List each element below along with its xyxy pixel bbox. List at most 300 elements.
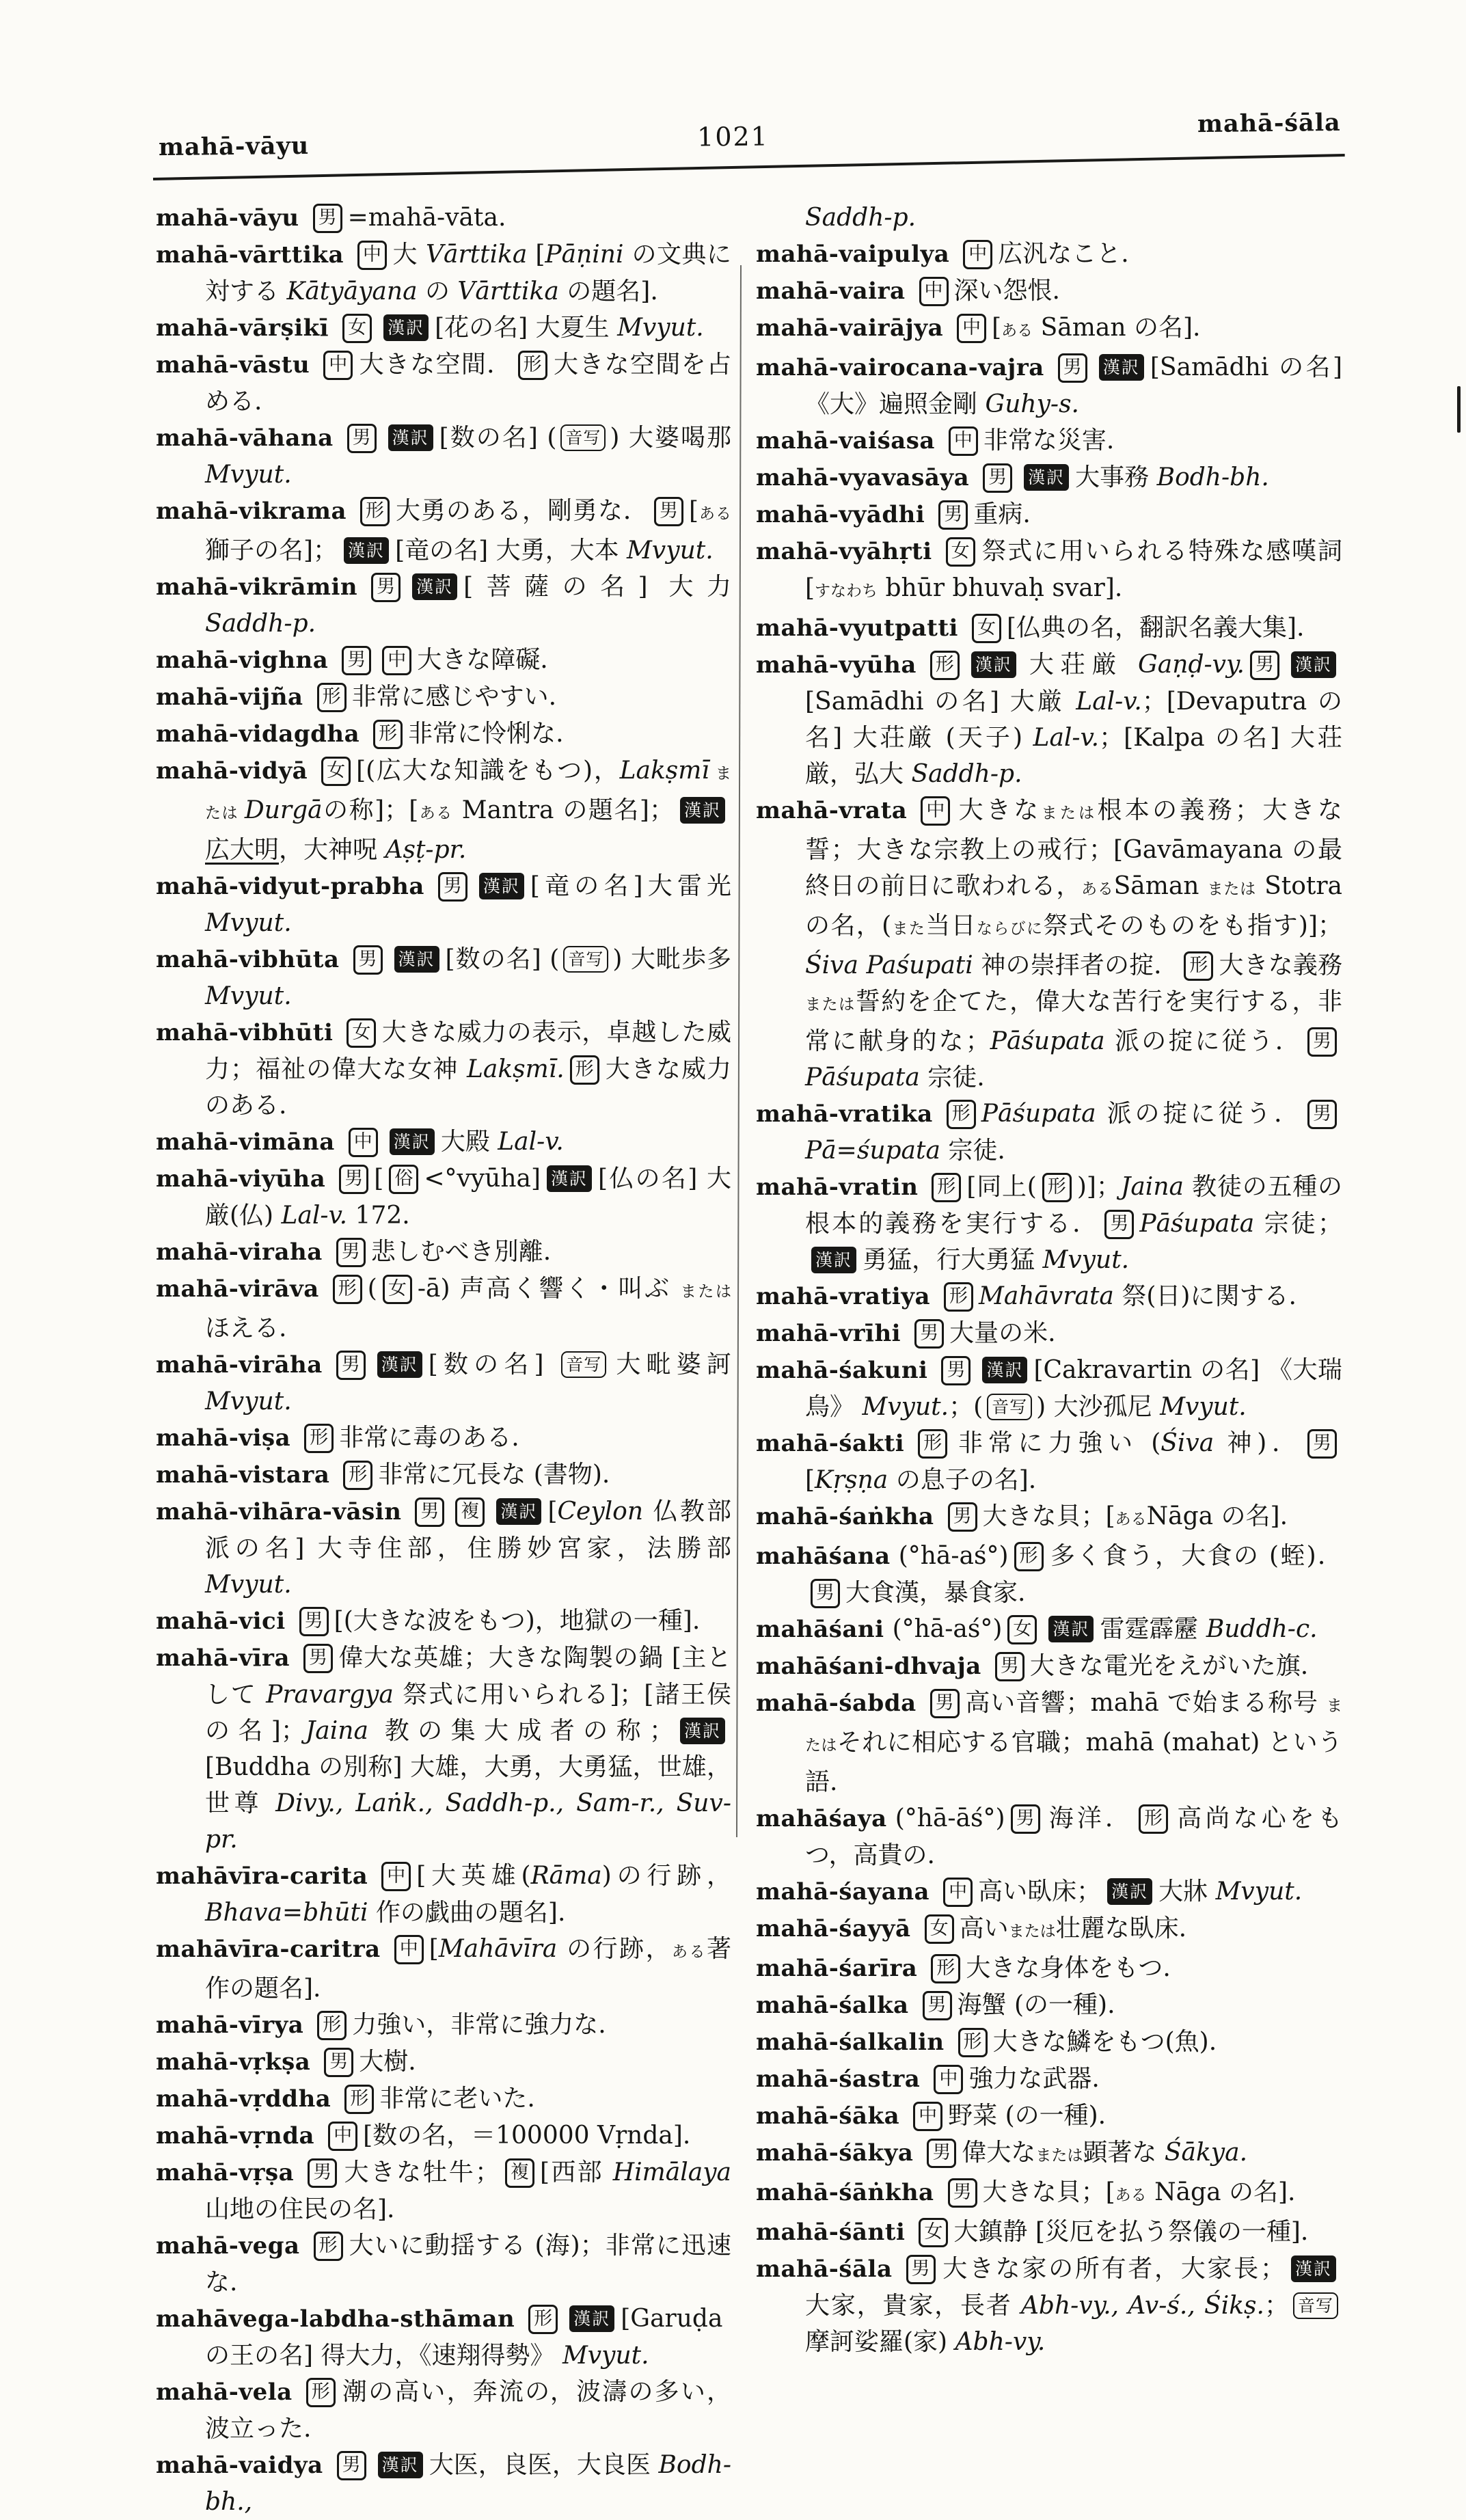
entry-headword: mahā-śakuni bbox=[756, 1357, 928, 1384]
definition-text: の bbox=[417, 277, 458, 306]
grammar-marker-box: 中 bbox=[943, 1878, 973, 1907]
entry-headword: mahā-śabda bbox=[756, 1690, 917, 1717]
dictionary-entry bbox=[156, 2154, 731, 2227]
reference-abbrev: Mvyut. bbox=[205, 1387, 292, 1415]
dictionary-entry bbox=[156, 1271, 731, 1346]
kanyaku-translation-badge: 漢訳 bbox=[412, 573, 457, 600]
entry-headword: mahā-śakti bbox=[756, 1430, 905, 1457]
definition-text: 高い臥床； bbox=[978, 1878, 1102, 1906]
small-kana-note: ある bbox=[1115, 1510, 1147, 1528]
reference-abbrev: Durgā bbox=[244, 796, 323, 824]
entry-headword: mahā-śalkalin bbox=[756, 2029, 945, 2056]
entry-headword: mahā-vaidya bbox=[156, 2452, 323, 2479]
definition-text: 大医，良医，大良医 bbox=[429, 2451, 659, 2479]
grammar-marker-box: 男 bbox=[1307, 1429, 1337, 1459]
reference-abbrev: Kṛṣṇa bbox=[815, 1466, 888, 1494]
definition-text: 教の集大成者の称； bbox=[368, 1717, 674, 1745]
kanyaku-translation-badge: 漢訳 bbox=[1099, 354, 1144, 381]
definition-text: ；( bbox=[949, 1393, 983, 1421]
grammar-marker-box: 中 bbox=[957, 314, 986, 343]
reference-abbrev: Pāśupata bbox=[981, 1100, 1096, 1128]
dictionary-entry bbox=[156, 1603, 731, 1640]
reference-abbrev: Jaina bbox=[1120, 1173, 1184, 1201]
definition-text: 大牀 bbox=[1158, 1878, 1216, 1906]
dictionary-entry bbox=[156, 2044, 731, 2081]
entry-headword: mahā-vaipulya bbox=[756, 241, 950, 268]
grammar-marker-box: 男 bbox=[339, 1165, 368, 1194]
grammar-marker-box: 男 bbox=[347, 424, 377, 453]
dictionary-entry bbox=[756, 2024, 1342, 2061]
definition-text: 雷霆霹靂 bbox=[1100, 1615, 1206, 1643]
entry-headword: mahāśani bbox=[756, 1616, 884, 1643]
grammar-marker-box: 中 bbox=[921, 796, 950, 826]
small-kana-note: ある bbox=[1001, 322, 1033, 340]
definition-text: 大きな威力の表示，卓越した威力；福祉の偉大な女神 bbox=[205, 1018, 731, 1083]
definition-text: 大食漢，暴食家. bbox=[845, 1579, 1026, 1607]
definition-text: ) 大沙孤尼 bbox=[1036, 1393, 1160, 1421]
entry-headword: mahā-virāha bbox=[156, 1351, 323, 1379]
dictionary-entry bbox=[756, 792, 1342, 1096]
grammar-marker-box: 男 bbox=[914, 1319, 944, 1349]
dictionary-entry bbox=[756, 1685, 1342, 1800]
definition-text: 当日 bbox=[925, 912, 977, 940]
kanyaku-translation-badge: 漢訳 bbox=[680, 1718, 725, 1744]
grammar-marker-box: 男 bbox=[313, 204, 342, 233]
dictionary-entry bbox=[756, 236, 1342, 273]
definition-text: 多く食う，大食の (蛭)． bbox=[1048, 1542, 1342, 1570]
dictionary-entry bbox=[156, 2081, 731, 2117]
grammar-marker-box: 形 bbox=[306, 2378, 336, 2407]
definition-text: 山地の住民の名]. bbox=[205, 2195, 395, 2223]
entry-headword: mahā-vīra bbox=[156, 1644, 290, 1672]
definition-text: 非常な災害. bbox=[983, 426, 1115, 455]
dictionary-entry bbox=[756, 1315, 1342, 1352]
grammar-marker-box: 形 bbox=[360, 497, 390, 526]
definition-text: Mantra の題名]； bbox=[452, 796, 674, 824]
reference-abbrev: Śākya. bbox=[1164, 2139, 1248, 2167]
dictionary-entry bbox=[756, 1987, 1342, 2024]
grammar-marker-box: 男 bbox=[983, 463, 1012, 493]
grammar-marker-box: 男 bbox=[1307, 1100, 1337, 1129]
grammar-marker-box: 男 bbox=[1011, 1804, 1040, 1834]
definition-text: 大 bbox=[392, 241, 426, 269]
grammar-marker-box: 男 bbox=[342, 646, 371, 675]
grammar-marker-box: 形 bbox=[343, 1461, 372, 1490]
grammar-marker-box: 中 bbox=[323, 351, 353, 380]
reference-abbrev: Lal-v. bbox=[498, 1128, 564, 1156]
entry-headword: mahā-vyūha bbox=[756, 651, 917, 679]
definition-text: 海洋． bbox=[1045, 1804, 1134, 1832]
entry-headword: mahā-vairājya bbox=[756, 314, 944, 342]
definition-text: ，大神呪 bbox=[279, 836, 385, 864]
grammar-marker-box: 女 bbox=[347, 1018, 376, 1048]
roman-text: =mahā-vāta. bbox=[347, 204, 506, 232]
kanyaku-translation-badge: 漢訳 bbox=[1291, 651, 1336, 678]
dictionary-entry bbox=[756, 2214, 1342, 2251]
kanyaku-translation-badge: 漢訳 bbox=[378, 2452, 423, 2478]
definition-text: 大殿 bbox=[440, 1128, 498, 1156]
entry-headword: mahāvīra-caritra bbox=[156, 1936, 381, 1963]
definition-text: の文典に対する bbox=[205, 241, 731, 306]
entry-headword: mahā-vikrāmin bbox=[156, 573, 358, 601]
grammar-marker-box: 男 bbox=[336, 1351, 366, 1380]
grammar-marker-box: 男 bbox=[930, 1689, 960, 1718]
grammar-marker-box: 形 bbox=[1042, 1173, 1072, 1202]
definition-text: 神)． bbox=[1214, 1429, 1302, 1457]
dictionary-entry bbox=[756, 1498, 1342, 1538]
small-kana-note: ある bbox=[418, 804, 453, 822]
grammar-marker-box: 形 bbox=[947, 1100, 976, 1129]
running-head-left: mahā-vāyu bbox=[158, 131, 310, 162]
definition-text: 大きな牡牛； bbox=[342, 2158, 500, 2186]
onsha-transliteration-badge: 音写 bbox=[561, 1351, 606, 1378]
grammar-marker-box: 男 bbox=[927, 2139, 956, 2168]
definition-text: 大量の米. bbox=[949, 1319, 1056, 1347]
definition-text: 著作の題名]. bbox=[205, 1935, 731, 2003]
reference-abbrev: Mvyut. bbox=[1215, 1878, 1303, 1906]
entry-headword: mahā-śayyā bbox=[756, 1915, 911, 1942]
grammar-marker-box: 形 bbox=[317, 2011, 347, 2040]
definition-text: 作の戯曲の題名]. bbox=[368, 1899, 566, 1927]
dictionary-entry bbox=[156, 642, 731, 679]
grammar-marker-box: 複 bbox=[505, 2158, 534, 2188]
dictionary-entry bbox=[156, 1931, 731, 2007]
grammar-marker-box: 女 bbox=[946, 537, 975, 567]
reference-abbrev: Abh-vy. bbox=[955, 2328, 1046, 2356]
entry-headword: mahā-vistara bbox=[156, 1461, 330, 1489]
column-divider-line bbox=[736, 265, 742, 1837]
definition-text: 勇猛，行大勇猛 bbox=[863, 1246, 1043, 1274]
entry-headword: mahā-vidyut-prabha bbox=[156, 873, 424, 900]
dictionary-entry bbox=[156, 1124, 731, 1161]
running-head-right: mahā-śāla bbox=[1197, 108, 1342, 139]
definition-text: bhūr bhuvaḥ svar]. bbox=[878, 574, 1123, 602]
dictionary-entry bbox=[156, 679, 731, 716]
entry-headword: mahā-vela bbox=[156, 2379, 293, 2406]
grammar-marker-box: 形 bbox=[944, 1282, 973, 1312]
definition-text: ； bbox=[1264, 2292, 1289, 2320]
entry-headword: mahā-virāva bbox=[156, 1275, 319, 1303]
reference-abbrev: Lal-v. bbox=[281, 1202, 348, 1230]
grammar-marker-box: 俗 bbox=[389, 1165, 418, 1194]
definition-text: 力強い，非常に強力な. bbox=[352, 2011, 606, 2039]
kanyaku-translation-badge: 漢訳 bbox=[1291, 2255, 1336, 2282]
grammar-marker-box: 女 bbox=[919, 2218, 948, 2247]
definition-text: 祭式に用いられる]；[諸王侯の名]； bbox=[205, 1681, 731, 1745]
reference-abbrev: Pāśupata bbox=[1139, 1210, 1255, 1238]
dictionary-entry bbox=[156, 753, 731, 868]
entry-headword: mahā-vāhana bbox=[156, 424, 334, 452]
kanyaku-translation-badge: 漢訳 bbox=[388, 424, 433, 451]
definition-text: [竜の名] 大勇，大本 bbox=[395, 537, 627, 565]
kanyaku-translation-badge: 漢訳 bbox=[1048, 1616, 1094, 1642]
entry-headword: mahāvīra-carita bbox=[156, 1862, 368, 1890]
entry-headword: mahā-vici bbox=[156, 1608, 286, 1635]
kanyaku-translation-badge: 漢訳 bbox=[344, 537, 389, 564]
grammar-marker-box: 男 bbox=[353, 945, 383, 975]
definition-text: の称]；[ bbox=[322, 796, 419, 824]
definition-text: 大鎮静 [災厄を払う祭儀の一種]. bbox=[953, 2218, 1309, 2246]
entry-headword: mahā-vikrama bbox=[156, 498, 347, 525]
entry-headword: mahā-vārṣikī bbox=[156, 314, 329, 342]
entry-headword: mahā-vyutpatti bbox=[756, 614, 958, 642]
entry-headword: mahā-vimāna bbox=[156, 1128, 335, 1156]
dictionary-entry bbox=[756, 1538, 1342, 1611]
definition-text: 高尚な心をもつ，高貴の. bbox=[805, 1804, 1342, 1869]
small-kana-note: または bbox=[1035, 2147, 1083, 2165]
definition-text: 非常に怜悧な. bbox=[408, 720, 564, 748]
dictionary-entry bbox=[756, 459, 1342, 496]
definition-text: ) 大毗歩多 bbox=[612, 945, 731, 973]
definition-text: [花の名] 大夏生 bbox=[435, 314, 618, 342]
reference-abbrev: Ceylon bbox=[557, 1498, 644, 1526]
definition-text: 大きな bbox=[955, 796, 1042, 824]
definition-text: [ bbox=[374, 1165, 384, 1193]
grammar-marker-box: 女 bbox=[342, 314, 372, 343]
grammar-marker-box: 男 bbox=[948, 1502, 977, 1532]
dictionary-entry bbox=[156, 1420, 731, 1457]
reference-abbrev: Lal-v. bbox=[1076, 688, 1142, 716]
grammar-marker-box: 男 bbox=[923, 1991, 952, 2020]
dictionary-entry bbox=[156, 1640, 731, 1858]
small-kana-note: または bbox=[680, 1283, 732, 1301]
definition-text: 大きな威力のある. bbox=[205, 1055, 731, 1120]
definition-text: [Samādhi の名] 大厳 bbox=[805, 688, 1076, 716]
onsha-transliteration-badge: 音写 bbox=[560, 424, 606, 451]
entry-headword: mahā-vighna bbox=[156, 647, 329, 674]
scan-artifact bbox=[1457, 386, 1461, 433]
grammar-marker-box: 男 bbox=[308, 2158, 337, 2188]
dictionary-entry bbox=[156, 1346, 731, 1420]
grammar-marker-box: 男 bbox=[941, 1356, 970, 1385]
reference-abbrev: Mahāvīra bbox=[438, 1935, 558, 1963]
definition-text: 派の掟に従う． bbox=[1096, 1100, 1302, 1128]
entry-headword: mahā-śastra bbox=[756, 2065, 921, 2093]
small-kana-note: または bbox=[205, 765, 731, 822]
grammar-marker-box: 女 bbox=[1007, 1615, 1037, 1644]
grammar-marker-box: 女 bbox=[925, 1914, 954, 1944]
grammar-marker-box: 形 bbox=[932, 1173, 961, 1202]
definition-text: 大荘厳 bbox=[1022, 651, 1139, 679]
reference-abbrev: Mvyut. bbox=[205, 461, 292, 489]
dictionary-entry bbox=[156, 310, 731, 347]
reference-abbrev: Aṣṭ-pr. bbox=[385, 836, 467, 864]
definition-text: 大毗婆訶 bbox=[610, 1351, 731, 1379]
reference-abbrev: Divy., Laṅk., Saddh-p., Sam-r., Suv-pr. bbox=[205, 1789, 731, 1854]
entry-headword: mahā-vyāhṛti bbox=[756, 538, 932, 565]
definition-text: 大きな空間． bbox=[358, 351, 513, 379]
grammar-marker-box: 男 bbox=[337, 2451, 366, 2480]
grammar-marker-box: 女 bbox=[383, 1275, 412, 1304]
definition-text: 宗徒. bbox=[940, 1137, 1005, 1165]
grammar-marker-box: 中 bbox=[949, 426, 978, 456]
definition-text: [西部 bbox=[540, 2158, 613, 2186]
definition-text: [(大きな波をもつ)，地獄の一種]. bbox=[334, 1607, 701, 1635]
definition-text: 大家，貴家，長者 bbox=[805, 2292, 1021, 2320]
reference-abbrev: Lakṣmī bbox=[619, 757, 709, 785]
grammar-marker-box: 形 bbox=[1184, 951, 1213, 981]
dictionary-entry bbox=[756, 1873, 1342, 1910]
kanyaku-translation-badge: 漢訳 bbox=[394, 946, 439, 973]
dictionary-entry bbox=[756, 647, 1342, 792]
definition-text: の行跡， bbox=[557, 1935, 673, 1963]
dictionary-entry bbox=[156, 1493, 731, 1603]
entry-headword: mahā-vyādhi bbox=[756, 501, 925, 528]
grammar-marker-box: 中 bbox=[382, 646, 411, 675]
grammar-marker-box: 男 bbox=[906, 2255, 936, 2284]
grammar-marker-box: 中 bbox=[394, 1935, 424, 1964]
dictionary-entry bbox=[156, 2117, 731, 2154]
definition-text: Stotra の名，( bbox=[805, 872, 1343, 940]
definition-text: [ bbox=[429, 1935, 439, 1963]
grammar-marker-box: 形 bbox=[1139, 1804, 1168, 1834]
grammar-marker-box: 男 bbox=[371, 573, 401, 602]
definition-text: [Garuḍa の王の名] 得大力，《速翔得勢》 bbox=[205, 2305, 723, 2370]
dictionary-entry bbox=[756, 1425, 1342, 1498]
reference-abbrev: Mvyut. bbox=[205, 982, 292, 1010]
roman-text: 172. bbox=[347, 1202, 410, 1230]
entry-headword: mahā-vega bbox=[156, 2232, 300, 2260]
definition-text: [ bbox=[805, 1466, 815, 1494]
entry-headword: mahā-viṣa bbox=[156, 1424, 291, 1452]
entry-headword: mahā-vṛnda bbox=[156, 2122, 315, 2150]
grammar-marker-box: 中 bbox=[963, 240, 992, 269]
definition-text: 非常に力強い ( bbox=[953, 1429, 1161, 1457]
left-column bbox=[156, 200, 731, 2520]
reference-abbrev: Himālaya bbox=[612, 2158, 731, 2186]
definition-text: [ bbox=[527, 241, 545, 269]
definition-text: 宗徒. bbox=[919, 1063, 985, 1092]
reference-abbrev: Mvyut. bbox=[617, 314, 704, 342]
small-kana-note: また bbox=[891, 920, 926, 938]
grammar-marker-box: 中 bbox=[328, 2122, 357, 2151]
small-kana-note: または bbox=[805, 996, 856, 1014]
definition-text: 大事務 bbox=[1075, 463, 1157, 491]
dictionary-entry bbox=[156, 347, 731, 420]
reference-abbrev: Mvyut. bbox=[1042, 1246, 1130, 1274]
reference-abbrev: Mvyut. bbox=[205, 909, 292, 937]
grammar-marker-box: 男 bbox=[1307, 1027, 1337, 1057]
grammar-marker-box: 男 bbox=[654, 497, 683, 526]
grammar-marker-box: 男 bbox=[303, 1644, 333, 1673]
definition-text: [ bbox=[547, 1498, 558, 1526]
grammar-marker-box: 中 bbox=[357, 241, 387, 270]
dictionary-entry bbox=[756, 1169, 1342, 1278]
definition-text: Nāga の名]. bbox=[1146, 2178, 1296, 2206]
underlined-translation: 広大明 bbox=[205, 836, 280, 864]
definition-text: 獅子の名]； bbox=[205, 537, 338, 565]
dictionary-entry bbox=[156, 2007, 731, 2044]
definition-text: 偉大な bbox=[962, 2139, 1036, 2167]
entry-headword: mahā-vaira bbox=[756, 277, 906, 305]
definition-text: の息子の名]. bbox=[888, 1466, 1037, 1494]
dictionary-entry bbox=[156, 868, 731, 941]
reference-abbrev: Saddh-p. bbox=[911, 760, 1022, 788]
reference-abbrev: Śiva Paśupati bbox=[805, 951, 973, 979]
dictionary-entry bbox=[756, 1352, 1342, 1425]
definition-text: の題名]. bbox=[558, 277, 658, 306]
definition-text: それに相応する官職；mahā (mahat) という語. bbox=[805, 1729, 1342, 1796]
reference-abbrev: Pāśupata bbox=[805, 1063, 920, 1092]
definition-text: ) 大婆喝那 bbox=[610, 424, 731, 452]
roman-text: (°hā-āś°) bbox=[895, 1804, 1005, 1832]
reference-abbrev: Śiva bbox=[1160, 1429, 1214, 1457]
entry-headword: mahā-śarīra bbox=[756, 1955, 918, 1982]
reference-abbrev: Bodh-bh. bbox=[1156, 463, 1269, 491]
entry-headword: mahā-śānti bbox=[756, 2219, 906, 2246]
entry-headword: mahā-vratin bbox=[756, 1174, 919, 1201]
definition-text: 悲しむべき別離. bbox=[370, 1238, 552, 1266]
definition-text: ；[Devaputra の名] 大荘厳 (天子) bbox=[805, 688, 1343, 752]
entry-headword: mahā-vṛkṣa bbox=[156, 2048, 311, 2076]
grammar-marker-box: 男 bbox=[948, 2178, 977, 2208]
definition-text: 大きな身体をもつ. bbox=[966, 1954, 1171, 1982]
reference-abbrev: Kātyāyana bbox=[286, 277, 418, 306]
reference-abbrev: Mvyut. bbox=[862, 1393, 949, 1421]
dictionary-entry bbox=[156, 941, 731, 1014]
entry-headword: mahā-śaṅkha bbox=[756, 1503, 934, 1530]
grammar-marker-box: 男 bbox=[1250, 651, 1279, 680]
definition-text: 摩訶娑羅(家) bbox=[805, 2328, 955, 2356]
definition-text: 偉大な英雄；大きな陶製の鍋 [主として bbox=[205, 1644, 731, 1709]
kanyaku-translation-badge: 漢訳 bbox=[1107, 1878, 1152, 1905]
definition-text: 大きな義務 bbox=[1219, 951, 1342, 979]
grammar-marker-box: 形 bbox=[344, 2085, 374, 2114]
definition-text: 大きな障礙. bbox=[417, 646, 548, 674]
definition-text: 誓約を企てた，偉大な苦行を実行する，非常に献身的な； bbox=[805, 988, 1342, 1055]
page-number: 1021 bbox=[696, 121, 770, 152]
dictionary-entry bbox=[756, 310, 1342, 349]
definition-text: 祭式そのものをも指す)]； bbox=[1043, 912, 1343, 940]
kanyaku-translation-badge: 漢訳 bbox=[496, 1498, 541, 1525]
header-rule bbox=[153, 154, 1345, 180]
grammar-marker-box: 形 bbox=[314, 2232, 343, 2261]
definition-text: 大樹. bbox=[359, 2048, 416, 2076]
definition-text: ( bbox=[367, 1275, 377, 1303]
entry-headword: mahāśaya bbox=[756, 1805, 887, 1832]
grammar-marker-box: 複 bbox=[455, 1498, 485, 1527]
definition-text: 大いに動揺する (海)；非常に迅速な. bbox=[205, 2232, 731, 2297]
entry-headword: mahāśana bbox=[756, 1543, 891, 1570]
entry-headword: mahā-śākya bbox=[756, 2139, 914, 2167]
reference-abbrev: Bhava=bhūti bbox=[205, 1899, 368, 1927]
grammar-marker-box: 中 bbox=[919, 277, 949, 306]
roman-text: -ā) bbox=[417, 1275, 450, 1303]
definition-text: ほえる. bbox=[205, 1314, 287, 1342]
dictionary-entry bbox=[756, 496, 1342, 533]
dictionary-entry bbox=[756, 1648, 1342, 1685]
kanyaku-translation-badge: 漢訳 bbox=[479, 873, 524, 899]
reference-abbrev: Vārttika bbox=[457, 277, 559, 306]
dictionary-entry bbox=[756, 2061, 1342, 2098]
grammar-marker-box: 形 bbox=[304, 1424, 334, 1453]
entry-headword: mahā-śāla bbox=[756, 2255, 893, 2283]
definition-text: 潮の高い，奔流の，波濤の多い，波立った. bbox=[205, 2378, 731, 2443]
grammar-marker-box: 男 bbox=[324, 2048, 353, 2077]
entry-headword: mahā-vrīhi bbox=[756, 1320, 901, 1347]
dictionary-entry bbox=[756, 422, 1342, 459]
definition-text: 非常に毒のある. bbox=[339, 1424, 519, 1452]
definition-text: 強力な武器. bbox=[968, 2065, 1100, 2093]
small-kana-note: ある bbox=[1115, 2186, 1147, 2204]
definition-text: [仏の名] 大厳(仏) bbox=[205, 1165, 731, 1230]
definition-text: 教徒の五種の根本的義務を実行する． bbox=[805, 1173, 1342, 1238]
grammar-marker-box: 男 bbox=[811, 1579, 840, 1608]
definition-text: [数の名] ( bbox=[439, 424, 557, 452]
grammar-marker-box: 形 bbox=[570, 1055, 599, 1085]
definition-text: 根本の義務；大きな誓；大きな宗教上の戒行；[Gavāmayana の最終日の前日に歌われる， bbox=[805, 796, 1342, 900]
dictionary-entry bbox=[756, 1800, 1342, 1873]
